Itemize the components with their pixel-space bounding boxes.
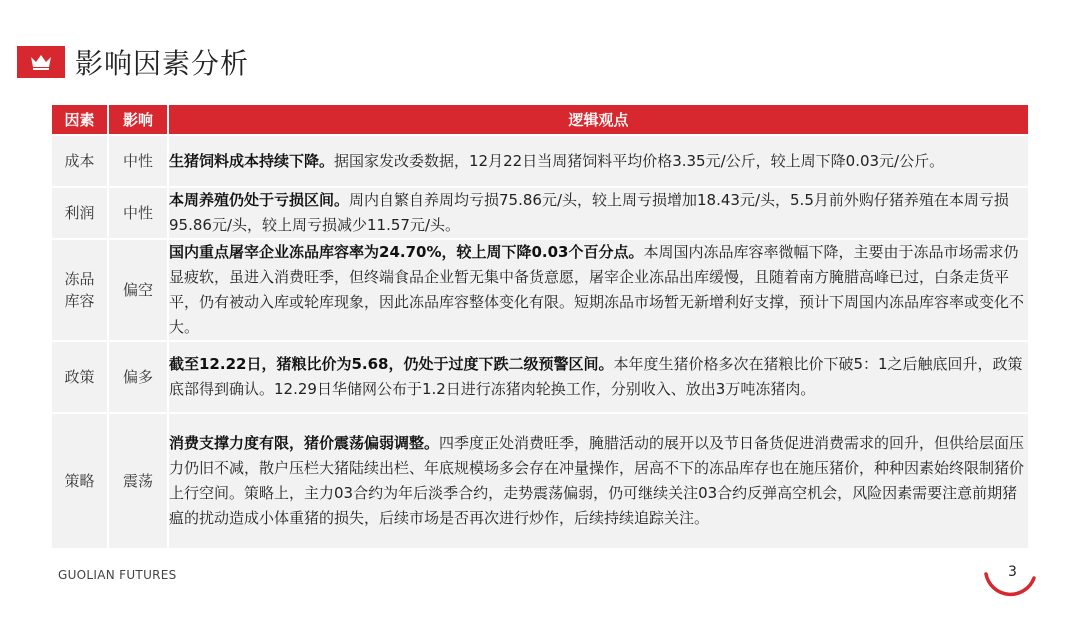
view-cell xyxy=(169,186,1028,238)
column-header-factor: 因素 xyxy=(52,105,109,134)
impact-cell: 偏多 xyxy=(109,340,169,412)
column-header-impact: 影响 xyxy=(109,105,169,134)
view-lead: 截至12.22日，猪粮比价为5.68，仍处于过度下跌二级预警区间。 xyxy=(169,355,614,373)
factor-table xyxy=(52,105,1028,548)
impact-cell: 震荡 xyxy=(109,412,169,548)
view-body: 四季度正处消费旺季，腌腊活动的展开以及节日备货促进消费需求的回升，但供给层面压力仍旧不减，散户压栏大猪陆续出栏、年底规模场多会存在冲量操作，居高不下的冻品库存也在施压猪价，种种因素始终限制猪价上行空间。策略上，主力03合约为年后淡季合约，走势震荡偏弱，仍可继续关注03合约反弹高空机会，风险因素需要注意前期猪瘟的扰动造成小体重猪的损失，后续市场是否再次进行炒作，后续持续追踪关注。 xyxy=(169,434,1025,527)
view-body: 据国家发改委数据，12月22日当周猪饲料平均价格3.35元/公斤，较上周下降0.03元/公斤。 xyxy=(334,151,945,170)
column-header-view: 逻辑观点 xyxy=(169,105,1028,134)
view-cell xyxy=(169,340,1028,412)
view-cell xyxy=(169,134,1028,186)
view-body: 本周国内冻品库容率微幅下降，主要由于冻品市场需求仍显疲软，虽进入消费旺季，但终端食品企业暂无集中备货意愿，屠宰企业冻品出库缓慢，且随着南方腌腊高峰已过，白条走货平平，仍有被动入库或轮库现象，因此冻品库容整体变化有限。短期冻品市场暂无新增利好支撑，预计下周国内冻品库容率或变化不大。 xyxy=(169,243,1025,336)
table-header-row xyxy=(52,105,1028,134)
view-lead: 本周养殖仍处于亏损区间。 xyxy=(169,191,350,209)
view-lead: 消费支撑力度有限，猪价震荡偏弱调整。 xyxy=(169,434,440,452)
factor-cell: 成本 xyxy=(52,134,109,186)
factor-cell: 冻品库容 xyxy=(52,238,109,340)
table-row xyxy=(52,134,1028,186)
impact-cell: 中性 xyxy=(109,186,169,238)
page-number-badge xyxy=(980,548,1040,608)
factor-cell: 政策 xyxy=(52,340,109,412)
view-cell xyxy=(169,412,1028,548)
impact-cell: 偏空 xyxy=(109,238,169,340)
table-row xyxy=(52,412,1028,548)
view-body: 本年度生猪价格多次在猪粮比价下破5：1之后触底回升，政策底部得到确认。12.29日华储网公布于1.2日进行冻猪肉轮换工作，分别收入、放出3万吨冻猪肉。 xyxy=(169,355,1023,398)
view-cell xyxy=(169,238,1028,340)
table-row xyxy=(52,340,1028,412)
table-row xyxy=(52,238,1028,340)
footer-brand: GUOLIAN FUTURES xyxy=(58,568,177,582)
view-lead: 生猪饲料成本持续下降。 xyxy=(169,151,335,170)
view-lead: 国内重点屠宰企业冻品库容率为24.70%，较上周下降0.03个百分点。 xyxy=(169,243,644,261)
view-body: 周内自繁自养周均亏损75.86元/头，较上周亏损增加18.43元/头，5.5月前外购仔猪养殖在本周亏损95.86元/头，较上周亏损减少11.57元/头。 xyxy=(169,191,1009,234)
impact-cell: 中性 xyxy=(109,134,169,186)
title-badge xyxy=(17,46,65,78)
factor-cell: 利润 xyxy=(52,186,109,238)
factor-cell: 策略 xyxy=(52,412,109,548)
page-title: 影响因素分析 xyxy=(75,47,250,80)
title-bar xyxy=(17,42,249,82)
crown-icon xyxy=(30,54,52,70)
table-row xyxy=(52,186,1028,238)
page-number: 3 xyxy=(1008,564,1017,580)
